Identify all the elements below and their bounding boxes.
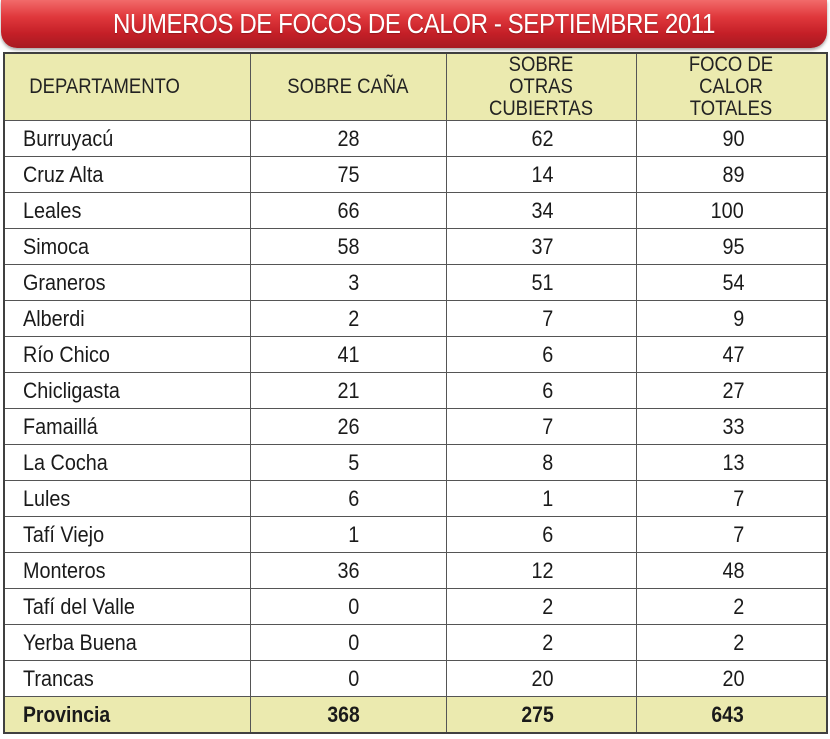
cell-departamento: Burruyacú bbox=[4, 121, 250, 157]
cell-departamento: Simoca bbox=[4, 229, 250, 265]
cell-sobre-otras: 6 bbox=[446, 337, 636, 373]
total-sobre-cana: 368 bbox=[250, 697, 446, 734]
cell-sobre-cana: 26 bbox=[250, 409, 446, 445]
cell-sobre-otras: 37 bbox=[446, 229, 636, 265]
cell-sobre-otras: 6 bbox=[446, 517, 636, 553]
cell-sobre-cana: 3 bbox=[250, 265, 446, 301]
cell-totales: 2 bbox=[636, 589, 827, 625]
cell-departamento: Tafí Viejo bbox=[4, 517, 250, 553]
cell-departamento: Graneros bbox=[4, 265, 250, 301]
cell-sobre-otras: 51 bbox=[446, 265, 636, 301]
table-row bbox=[4, 445, 827, 481]
cell-departamento: Chicligasta bbox=[4, 373, 250, 409]
table-row bbox=[4, 481, 827, 517]
table-row bbox=[4, 373, 827, 409]
cell-sobre-otras: 7 bbox=[446, 409, 636, 445]
header-row bbox=[4, 53, 827, 121]
table-row bbox=[4, 193, 827, 229]
cell-sobre-otras: 2 bbox=[446, 589, 636, 625]
cell-sobre-cana: 0 bbox=[250, 625, 446, 661]
cell-sobre-cana: 5 bbox=[250, 445, 446, 481]
cell-totales: 13 bbox=[636, 445, 827, 481]
cell-totales: 7 bbox=[636, 517, 827, 553]
cell-sobre-cana: 75 bbox=[250, 157, 446, 193]
column-header-departamento: DEPARTAMENTO bbox=[4, 53, 250, 121]
cell-departamento: Famaillá bbox=[4, 409, 250, 445]
table-row bbox=[4, 409, 827, 445]
cell-sobre-otras: 62 bbox=[446, 121, 636, 157]
cell-totales: 47 bbox=[636, 337, 827, 373]
cell-departamento: Yerba Buena bbox=[4, 625, 250, 661]
total-focos: 643 bbox=[636, 697, 827, 734]
table-row bbox=[4, 625, 827, 661]
table-row bbox=[4, 589, 827, 625]
table-row bbox=[4, 229, 827, 265]
cell-sobre-cana: 0 bbox=[250, 589, 446, 625]
totals-label: Provincia bbox=[4, 697, 250, 734]
table-row bbox=[4, 157, 827, 193]
cell-sobre-cana: 1 bbox=[250, 517, 446, 553]
totals-row bbox=[4, 697, 827, 734]
cell-totales: 27 bbox=[636, 373, 827, 409]
cell-totales: 89 bbox=[636, 157, 827, 193]
total-sobre-otras: 275 bbox=[446, 697, 636, 734]
cell-sobre-cana: 58 bbox=[250, 229, 446, 265]
cell-departamento: Tafí del Valle bbox=[4, 589, 250, 625]
cell-totales: 54 bbox=[636, 265, 827, 301]
column-header-foco-totales: FOCO DE CALOR TOTALES bbox=[636, 53, 827, 121]
title-banner bbox=[1, 0, 827, 48]
cell-totales: 2 bbox=[636, 625, 827, 661]
cell-sobre-otras: 34 bbox=[446, 193, 636, 229]
cell-sobre-cana: 2 bbox=[250, 301, 446, 337]
table-row bbox=[4, 517, 827, 553]
cell-sobre-cana: 36 bbox=[250, 553, 446, 589]
table-row bbox=[4, 661, 827, 697]
table-row bbox=[4, 337, 827, 373]
cell-sobre-otras: 20 bbox=[446, 661, 636, 697]
cell-sobre-cana: 41 bbox=[250, 337, 446, 373]
cell-totales: 100 bbox=[636, 193, 827, 229]
cell-totales: 33 bbox=[636, 409, 827, 445]
cell-totales: 20 bbox=[636, 661, 827, 697]
table-row bbox=[4, 553, 827, 589]
cell-sobre-otras: 1 bbox=[446, 481, 636, 517]
cell-sobre-otras: 8 bbox=[446, 445, 636, 481]
cell-totales: 9 bbox=[636, 301, 827, 337]
cell-sobre-otras: 6 bbox=[446, 373, 636, 409]
cell-departamento: Alberdi bbox=[4, 301, 250, 337]
cell-sobre-cana: 66 bbox=[250, 193, 446, 229]
cell-sobre-otras: 2 bbox=[446, 625, 636, 661]
cell-sobre-cana: 6 bbox=[250, 481, 446, 517]
cell-departamento: La Cocha bbox=[4, 445, 250, 481]
table-row bbox=[4, 265, 827, 301]
cell-sobre-cana: 28 bbox=[250, 121, 446, 157]
cell-sobre-cana: 0 bbox=[250, 661, 446, 697]
cell-sobre-otras: 7 bbox=[446, 301, 636, 337]
cell-departamento: Río Chico bbox=[4, 337, 250, 373]
column-header-sobre-otras-cubiertas: SOBRE OTRAS CUBIERTAS bbox=[446, 53, 636, 121]
cell-totales: 95 bbox=[636, 229, 827, 265]
cell-sobre-cana: 21 bbox=[250, 373, 446, 409]
cell-totales: 48 bbox=[636, 553, 827, 589]
cell-departamento: Cruz Alta bbox=[4, 157, 250, 193]
table-row bbox=[4, 301, 827, 337]
cell-departamento: Lules bbox=[4, 481, 250, 517]
cell-totales: 90 bbox=[636, 121, 827, 157]
cell-departamento: Monteros bbox=[4, 553, 250, 589]
table-row bbox=[4, 121, 827, 157]
cell-departamento: Trancas bbox=[4, 661, 250, 697]
column-header-sobre-cana: SOBRE CAÑA bbox=[250, 53, 446, 121]
cell-totales: 7 bbox=[636, 481, 827, 517]
cell-sobre-otras: 14 bbox=[446, 157, 636, 193]
heat-spots-table bbox=[3, 52, 828, 734]
cell-sobre-otras: 12 bbox=[446, 553, 636, 589]
table-title: NUMEROS DE FOCOS DE CALOR - SEPTIEMBRE 2011 bbox=[113, 8, 715, 39]
cell-departamento: Leales bbox=[4, 193, 250, 229]
